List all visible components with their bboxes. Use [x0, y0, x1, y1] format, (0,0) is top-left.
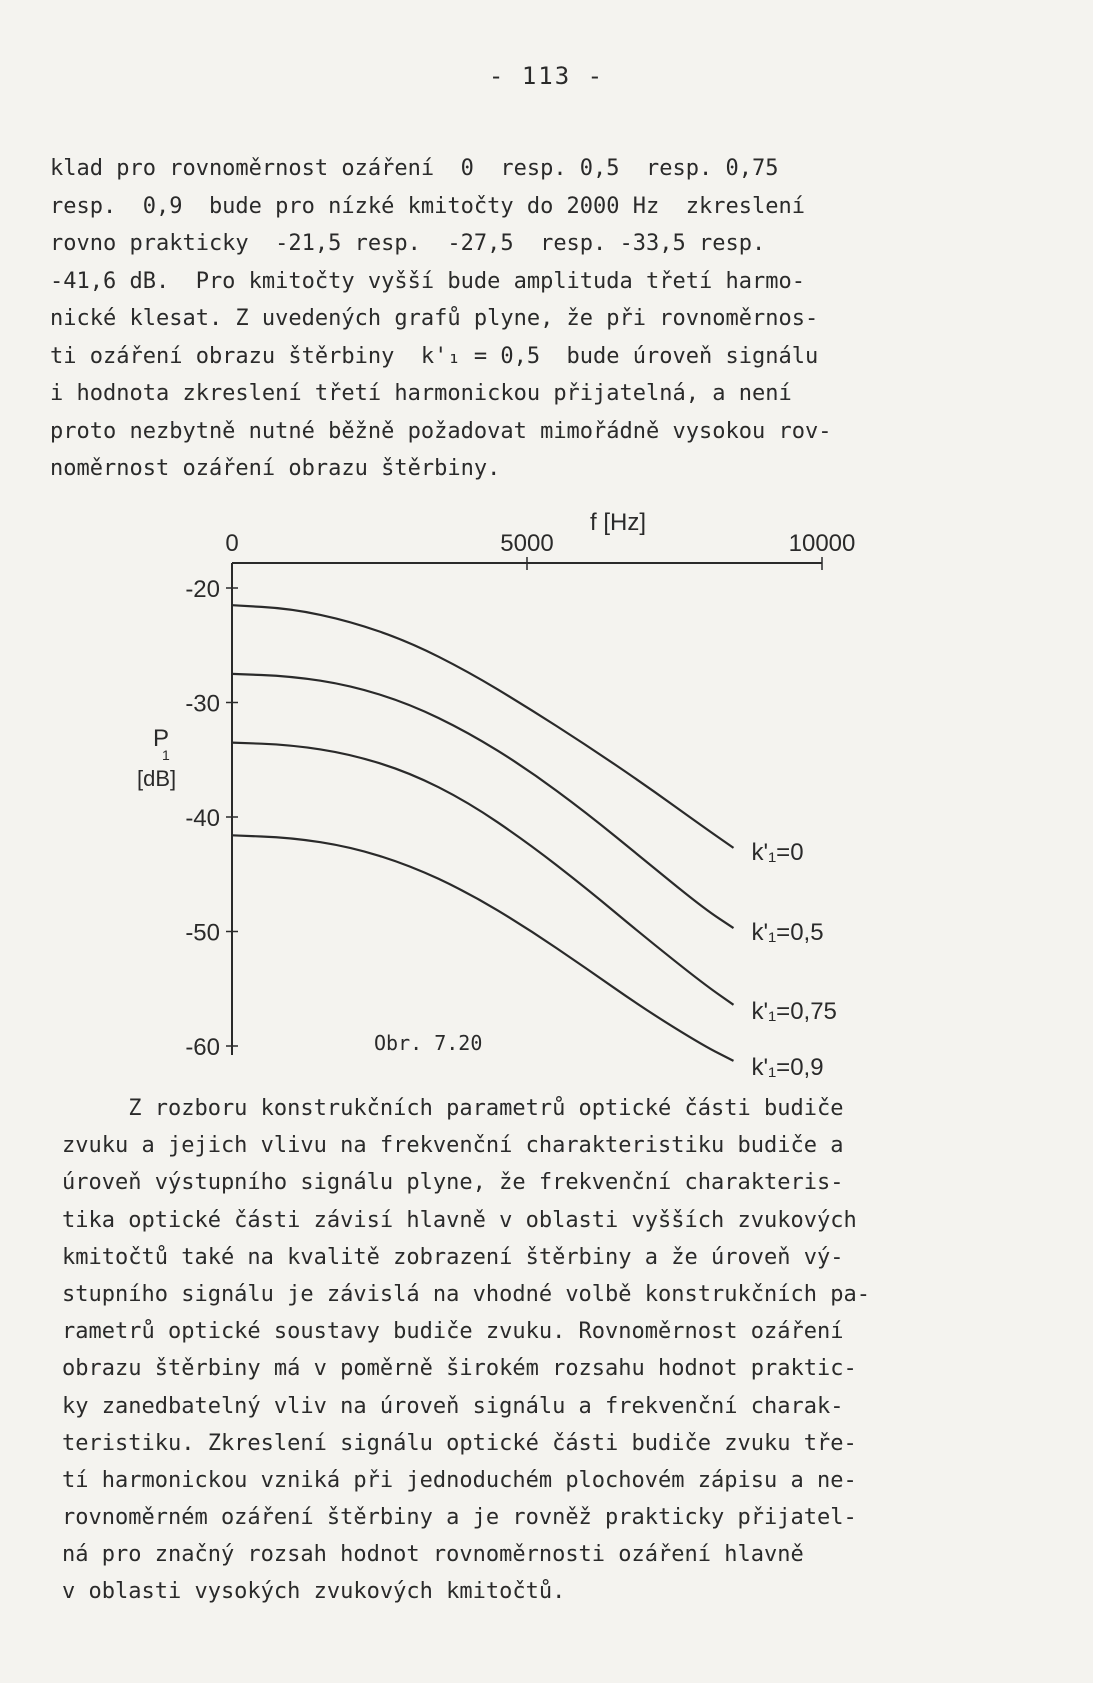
text-line: tika optické části závisí hlavně v oblasti vyšších zvukových [62, 1207, 857, 1233]
series-label: k'₁=0,75 [751, 997, 837, 1025]
y-tick-label: -50 [185, 919, 220, 947]
text-line: stupního signálu je závislá na vhodné volbě konstrukčních pa- [62, 1281, 870, 1307]
series-label: k'₁=0 [751, 838, 804, 866]
x-tick-label: 5000 [500, 530, 554, 557]
text-line: i hodnota zkreslení třetí harmonickou přijatelná, a není [50, 381, 792, 406]
text-line: resp. 0,9 bude pro nízké kmitočty do 2000 Hz zkreslení [50, 193, 805, 219]
text-line: rovno prakticky -21,5 resp. -27,5 resp. -33,5 resp. [50, 231, 766, 256]
text-line: tí harmonickou vzniká při jednoduchém plochovém zápisu a ne- [62, 1467, 857, 1493]
text-line: ky zanedbatelný vliv na úroveň signálu a frekvenční charak- [62, 1393, 844, 1419]
series-label: k'₁=0,5 [751, 919, 824, 947]
text-line: proto nezbytně nutné běžně požadovat mimořádně vysokou rov- [50, 418, 832, 444]
text-line: ti ozáření obrazu štěrbiny k'₁ = 0,5 bude úroveň signálu [50, 343, 819, 369]
text-line: klad pro rovnoměrnost ozáření 0 resp. 0,5 resp. 0,75 [50, 156, 779, 181]
y-axis-label-subscript: 1 [162, 747, 170, 763]
text-line: rametrů optické soustavy budiče zvuku. Rovnoměrnost ozáření [62, 1319, 844, 1345]
y-axis-label: P [153, 725, 170, 752]
figure-caption: Obr. 7.20 [374, 1031, 483, 1055]
text-line: nické klesat. Z uvedených grafů plyne, že při rovnoměrnos- [50, 306, 819, 331]
page-number: - 113 - [488, 62, 605, 90]
series-label: k'₁=0,9 [751, 1053, 824, 1081]
series-curve [232, 674, 734, 928]
text-line: úroveň výstupního signálu plyne, že frekvenční charakteris- [62, 1170, 844, 1196]
text-line: Z rozboru konstrukčních parametrů optické části budiče [62, 1096, 844, 1121]
text-line: rovnoměrném ozáření štěrbiny a je rovněž prakticky přijatel- [62, 1505, 857, 1531]
text-line: -41,6 dB. Pro kmitočty vyšší bude amplituda třetí harmo- [50, 268, 805, 294]
x-tick-label: 10000 [788, 530, 856, 557]
text-line: teristiku. Zkreslení signálu optické části budiče zvuku tře- [62, 1430, 857, 1456]
text-line: zvuku a jejich vlivu na frekvenční charakteristiku budiče a [62, 1133, 844, 1159]
text-line: noměrnost ozáření obrazu štěrbiny. [50, 456, 501, 481]
y-axis-unit: [dB] [137, 766, 177, 791]
text-line: ná pro značný rozsah hodnot rovnoměrnosti ozáření hlavně [62, 1542, 804, 1568]
y-tick-label: -60 [185, 1034, 220, 1061]
x-axis-label: f [Hz] [590, 509, 647, 536]
y-tick-label: -30 [185, 690, 220, 718]
y-tick-label: -20 [185, 576, 220, 603]
paragraph-bottom [62, 1090, 870, 1611]
series-curve [232, 743, 734, 1005]
y-tick-label: -40 [185, 805, 220, 832]
text-line: kmitočtů také na kvalitě zobrazení štěrbiny a že úroveň vý- [62, 1244, 844, 1270]
text-line: obrazu štěrbiny má v poměrně širokém rozsahu hodnot praktic- [62, 1356, 857, 1382]
x-tick-label: 0 [225, 530, 239, 557]
text-line: v oblasti vysokých zvukových kmitočtů. [62, 1579, 566, 1605]
